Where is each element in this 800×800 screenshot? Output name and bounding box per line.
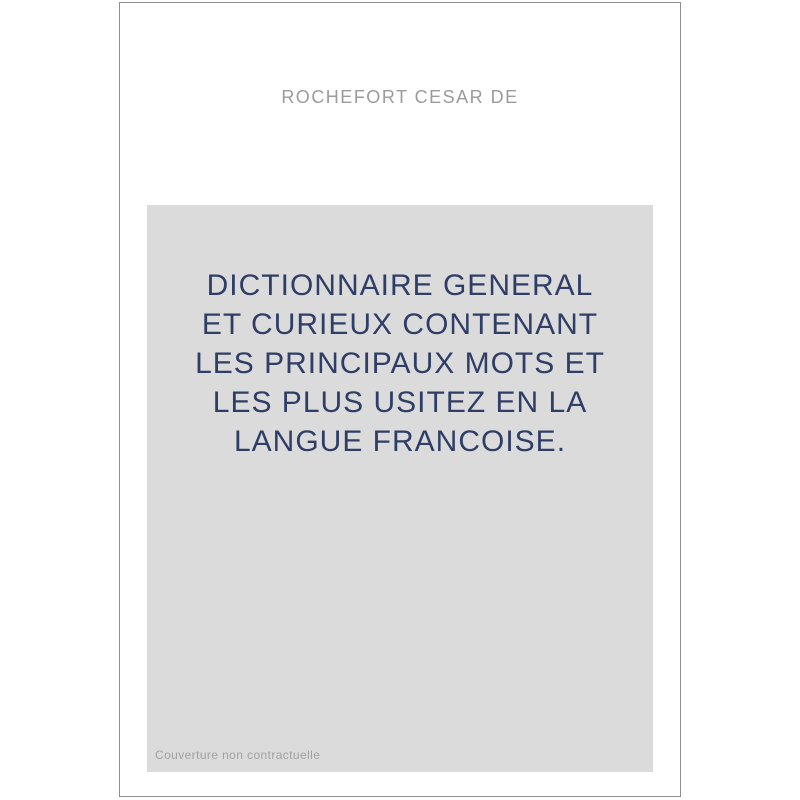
title-line-5: LANGUE FRANCOISE. bbox=[233, 425, 567, 458]
book-title bbox=[147, 205, 653, 461]
title-panel bbox=[147, 205, 653, 772]
title-line-1: DICTIONNAIRE GENERAL bbox=[206, 269, 594, 302]
author-name: ROCHEFORT CESAR DE bbox=[281, 87, 519, 107]
title-line-4: LES PLUS USITEZ EN LA bbox=[212, 386, 588, 419]
book-cover-page bbox=[119, 2, 681, 797]
cover-disclaimer: Couverture non contractuelle bbox=[155, 748, 321, 762]
title-line-3: LES PRINCIPAUX MOTS ET bbox=[195, 347, 605, 380]
title-line-2: ET CURIEUX CONTENANT bbox=[201, 308, 599, 341]
